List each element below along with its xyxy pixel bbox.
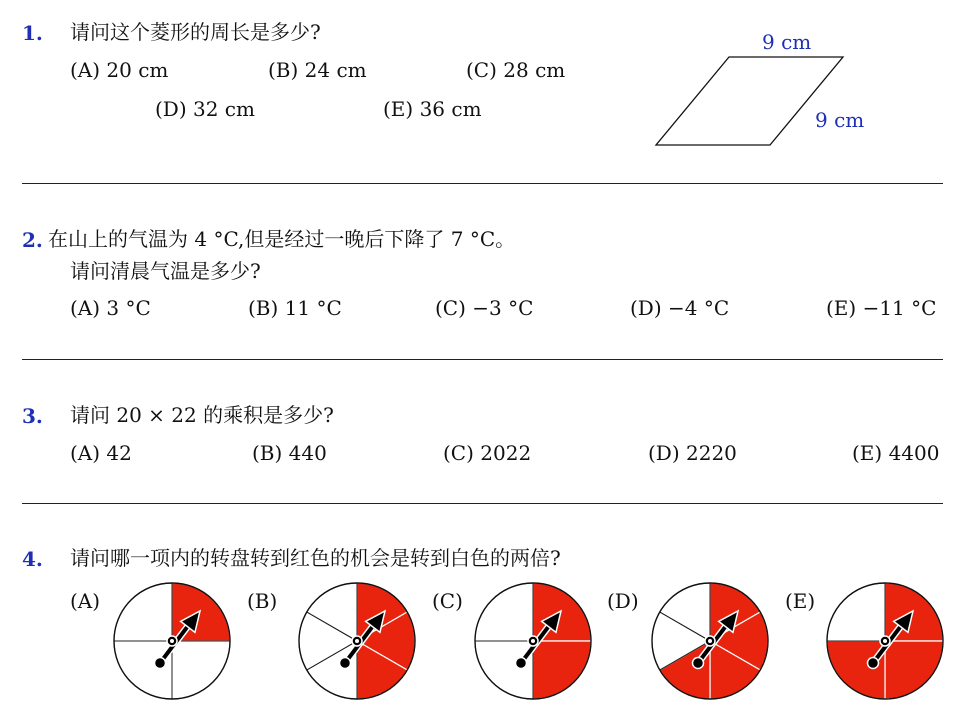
spinner-c	[475, 583, 591, 699]
spinner-d	[652, 583, 768, 699]
question-4-option-d[interactable]: (D)	[607, 589, 639, 613]
spinner-e	[827, 583, 943, 699]
question-4-option-b[interactable]: (B)	[247, 589, 278, 613]
question-3-number: 3.	[22, 404, 43, 428]
needle-tail	[868, 658, 879, 669]
question-1-option-a[interactable]: (A) 20 cm	[70, 58, 169, 82]
question-1-option-c[interactable]: (C) 28 cm	[466, 58, 566, 82]
white-sector	[475, 583, 533, 641]
question-3-text: 请问 20 × 22 的乘积是多少?	[70, 403, 334, 427]
question-1-option-d[interactable]: (D) 32 cm	[155, 97, 255, 121]
question-2-option-d[interactable]: (D) −4 °C	[630, 296, 730, 320]
needle-tail	[340, 658, 351, 669]
red-sector	[885, 641, 943, 699]
question-4-option-a[interactable]: (A)	[70, 589, 101, 613]
question-2-option-e[interactable]: (E) −11 °C	[826, 296, 937, 320]
spinner-b	[299, 583, 415, 699]
needle-tail	[693, 658, 704, 669]
question-4-number: 4.	[22, 547, 43, 571]
question-2-text-line1: 在山上的气温为 4 °C,但是经过一晚后下降了 7 °C。	[48, 227, 516, 251]
spinner-a	[114, 583, 230, 699]
question-3-option-b[interactable]: (B) 440	[252, 441, 327, 465]
white-sector	[827, 583, 885, 641]
rhombus-top-label: 9 cm	[762, 30, 812, 54]
red-sector	[827, 641, 885, 699]
question-2-option-c[interactable]: (C) −3 °C	[435, 296, 534, 320]
question-4-option-c[interactable]: (C)	[432, 589, 463, 613]
red-sector	[533, 641, 591, 699]
question-2-option-a[interactable]: (A) 3 °C	[70, 296, 151, 320]
needle-hub-dot	[355, 639, 359, 643]
needle-hub-dot	[883, 639, 887, 643]
question-1-option-e[interactable]: (E) 36 cm	[383, 97, 482, 121]
question-1-number: 1.	[22, 21, 43, 45]
needle-hub-dot	[170, 639, 174, 643]
rhombus-side-label: 9 cm	[815, 108, 865, 132]
question-3-option-e[interactable]: (E) 4400	[852, 441, 940, 465]
white-sector	[114, 583, 172, 641]
question-2-text-line2: 请问清晨气温是多少?	[70, 259, 261, 283]
white-sector	[172, 641, 230, 699]
question-3-option-d[interactable]: (D) 2220	[648, 441, 737, 465]
needle-tail	[155, 658, 166, 669]
needle-hub-dot	[708, 639, 712, 643]
needle-hub-dot	[531, 639, 535, 643]
question-2-option-b[interactable]: (B) 11 °C	[248, 296, 342, 320]
question-1-text: 请问这个菱形的周长是多少?	[70, 20, 321, 44]
question-3-option-a[interactable]: (A) 42	[70, 441, 132, 465]
question-4-text: 请问哪一项内的转盘转到红色的机会是转到白色的两倍?	[70, 546, 561, 570]
white-sector	[114, 641, 172, 699]
question-1-option-b[interactable]: (B) 24 cm	[268, 58, 367, 82]
question-3-option-c[interactable]: (C) 2022	[443, 441, 532, 465]
question-4-option-e[interactable]: (E)	[785, 589, 816, 613]
white-sector	[475, 641, 533, 699]
question-2-number: 2.	[22, 228, 43, 252]
needle-tail	[516, 658, 527, 669]
